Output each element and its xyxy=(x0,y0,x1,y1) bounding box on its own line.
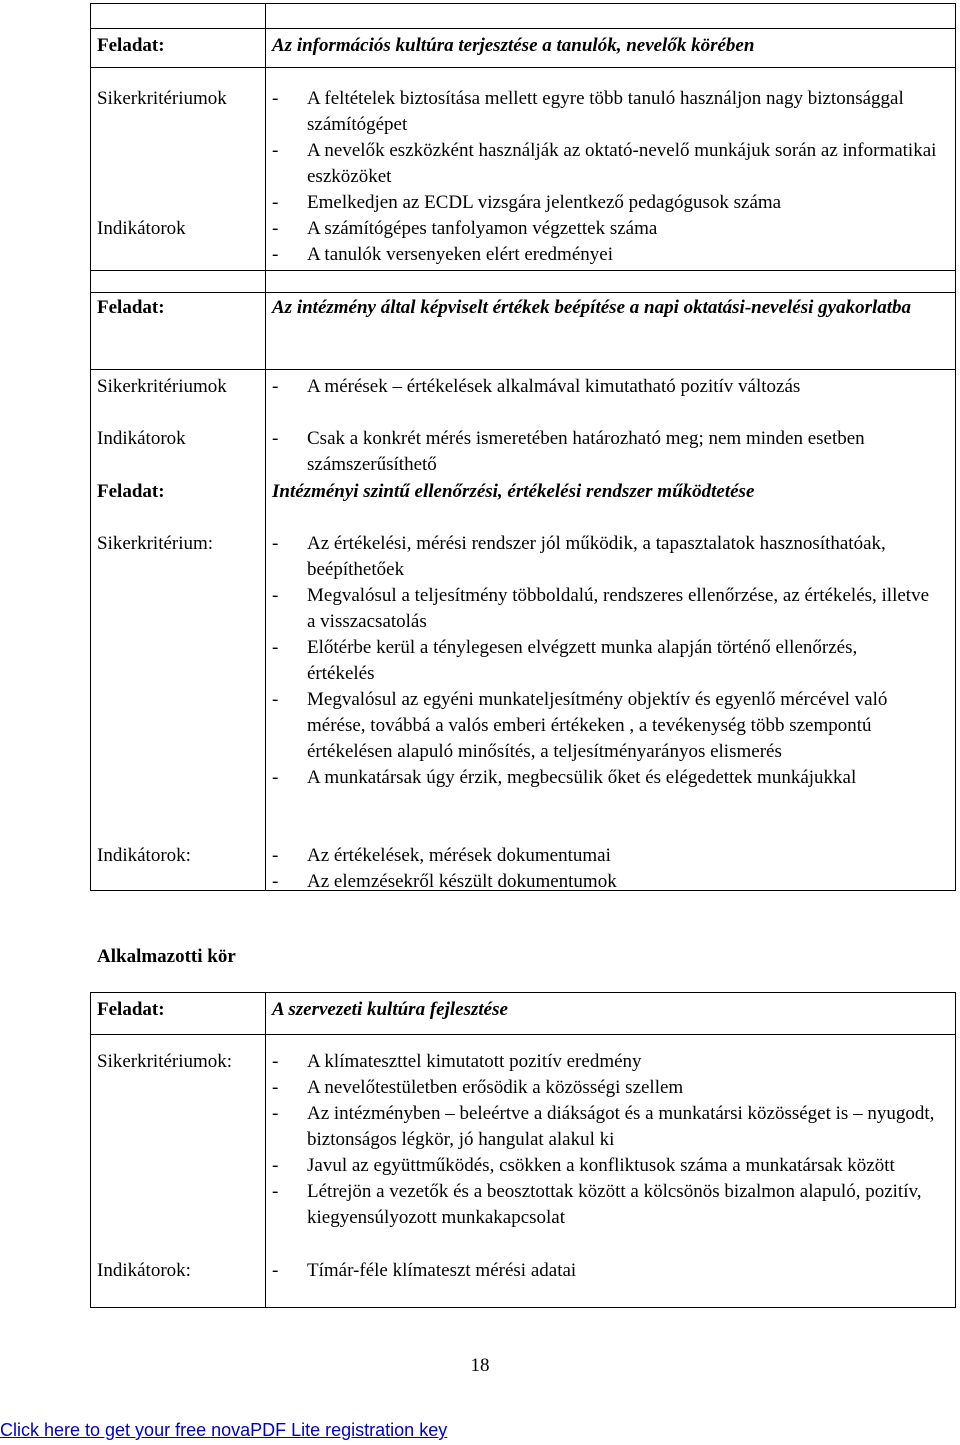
list-item: - A számítógépes tanfolyamon végzettek száma xyxy=(272,218,658,239)
indicator-list xyxy=(266,426,955,478)
list-item: - Emelkedjen az ECDL vizsgára jelentkező pedagógusok száma xyxy=(272,192,782,213)
indicator-label: Indikátorok xyxy=(97,218,186,239)
criteria-label: Sikerkritérium: xyxy=(97,533,214,554)
list-item: - Megvalósul az egyéni munkateljesítmény objektív és egyenlő mércével való mérése, továbbá a valós emberi értékeken , a tevékenység több szempontú értékelésen alapuló minősítés, a teljesítményarányos elismerés xyxy=(272,689,888,762)
list-item: - A nevelők eszközként használják az oktató-nevelő munkájuk során az informatikai eszközöket xyxy=(272,140,937,187)
criteria-row-2 xyxy=(91,374,955,400)
criteria-label: Sikerkritériumok: xyxy=(97,1051,233,1072)
criteria-row-3 xyxy=(91,531,955,791)
list-item: - Az intézményben – beleértve a diákságot és a munkatársi közösséget is – nyugodt, biztonságos légkör, jó hangulat alakul ki xyxy=(272,1103,935,1150)
list-item: - A nevelőtestületben erősödik a közösségi szellem xyxy=(272,1077,684,1098)
list-item: - A klímateszttel kimutatott pozitív eredmény xyxy=(272,1051,642,1072)
criteria-row-1 xyxy=(91,86,955,216)
list-item: - A tanulók versenyeken elért eredményei xyxy=(272,244,613,265)
indicator-list xyxy=(266,1258,955,1284)
task-row-3 xyxy=(91,479,955,505)
task-label: Feladat: xyxy=(97,481,165,502)
page-number: 18 xyxy=(470,1355,490,1376)
task-row-2 xyxy=(91,295,955,321)
registration-link[interactable]: Click here to get your free novaPDF Lite registration key xyxy=(0,1420,448,1440)
task-label: Feladat: xyxy=(97,999,165,1020)
indicator-row-1 xyxy=(91,216,955,268)
criteria-list xyxy=(266,374,955,400)
list-item: - Csak a konkrét mérés ismeretében határozható meg; nem minden esetben számszerűsíthető xyxy=(272,428,865,475)
list-item: - A feltételek biztosítása mellett egyre több tanuló használjon nagy biztonsággal számítógépet xyxy=(272,88,904,135)
list-item: - Javul az együttműködés, csökken a konfliktusok száma a munkatársak között xyxy=(272,1155,895,1176)
indicator-row-2 xyxy=(91,426,955,478)
list-item: - Előtérbe kerül a ténylegesen elvégzett munka alapján történő ellenőrzés, értékelés xyxy=(272,637,858,684)
indicator-row-4 xyxy=(91,1258,955,1284)
indicator-list xyxy=(266,216,955,268)
criteria-label: Sikerkritériumok xyxy=(97,88,227,109)
list-item: - A mérések – értékelések alkalmával kimutatható pozitív változás xyxy=(272,376,801,397)
task-title: Intézményi szintű ellenőrzési, értékelési rendszer működtetése xyxy=(272,481,755,502)
list-item: - Az értékelési, mérési rendszer jól működik, a tapasztalatok hasznosíthatóak, beépíthetőek xyxy=(272,533,886,580)
criteria-list xyxy=(266,1049,955,1231)
indicator-label: Indikátorok xyxy=(97,428,186,449)
table-2 xyxy=(90,992,956,1308)
list-item: - A munkatársak úgy érzik, megbecsülik őket és elégedettek munkájukkal xyxy=(272,767,857,788)
task-title: A szervezeti kultúra fejlesztése xyxy=(272,999,508,1020)
list-item: - Létrejön a vezetők és a beosztottak között a kölcsönös bizalmon alapuló, pozitív, kiegyensúlyozott munkakapcsolat xyxy=(272,1181,922,1228)
list-item: - Tímár-féle klímateszt mérési adatai xyxy=(272,1260,577,1281)
indicator-list xyxy=(266,843,955,895)
task-row-4 xyxy=(91,997,955,1023)
task-label: Feladat: xyxy=(97,35,165,56)
task-title: Az információs kultúra terjesztése a tanulók, nevelők körében xyxy=(272,35,755,56)
list-item: - Az elemzésekről készült dokumentumok xyxy=(272,871,617,892)
section-heading: Alkalmazotti kör xyxy=(97,946,236,967)
criteria-label: Sikerkritériumok xyxy=(97,376,227,397)
list-item: - Az értékelések, mérések dokumentumai xyxy=(272,845,611,866)
indicator-label: Indikátorok: xyxy=(97,1260,191,1281)
task-label: Feladat: xyxy=(97,297,165,318)
criteria-row-4 xyxy=(91,1049,955,1231)
task-title: Az intézmény által képviselt értékek beépítése a napi oktatási-nevelési gyakorlatba xyxy=(272,297,912,318)
indicator-label: Indikátorok: xyxy=(97,845,191,866)
indicator-row-3 xyxy=(91,843,955,895)
criteria-list xyxy=(266,531,955,791)
criteria-list xyxy=(266,86,955,216)
list-item: - Megvalósul a teljesítmény többoldalú, rendszeres ellenőrzése, az értékelés, illetve a visszacsatolás xyxy=(272,585,930,632)
task-row-1 xyxy=(91,33,955,59)
table-1 xyxy=(90,3,956,891)
